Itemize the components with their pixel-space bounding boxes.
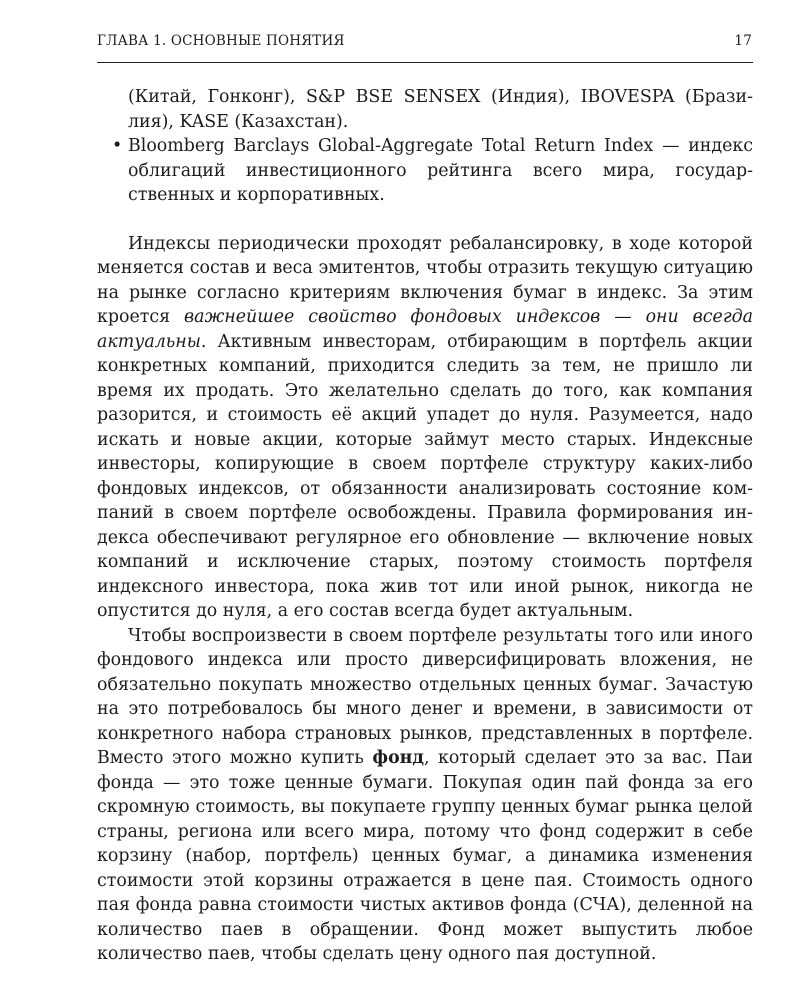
list-item [97, 134, 753, 208]
list-item-continuation: (Китай, Гонконг), S&P BSE SENSEX (Индия), IBOVESPA (Бразилия), KASE (Казахстан). [128, 87, 753, 132]
bold-term: фонд [372, 748, 424, 768]
header-rule [97, 62, 753, 63]
paragraph-text: . Активным инвесторам, отбирающим в портфель акции конкретных компаний, приходится следить за тем, не пришло ли время их продать. Это желательно сделать до того, как компания разорится, и стоимость её акций упадет до нуля. Разумеется, надо искать и новые акции, которые займут место старых. Индексные инвесторы, копирующие в своем портфеле структуру каких-либо фондовых индексов, от обязанности анализировать состояние компаний в своем портфеле освобождены. Правила формирования индекса обеспечивают регулярное его обновление — включение новых компаний и исключение старых, поэтому стоимость портфеля индексного инвестора, пока жив тот или иной рынок, никогда не опустится до нуля, а его состав всегда будет актуальным. [97, 331, 753, 621]
paragraph-text: Чтобы воспроизвести в своем портфеле результаты того или иного фондового индекса или просто диверсифицировать вложения, не обязательно покупать множество отдельных ценных бумаг. Зачастую на это потребовалось бы много денег и времени, в зависимости от конкретного набора страновых рынков, представленных в портфеле. Вместо этого можно купить [97, 625, 753, 768]
page-number: 17 [734, 33, 752, 49]
emphasis-text: важнейшее свойство фондовых индексов — они всегда актуальны [97, 307, 753, 352]
chapter-title: ГЛАВА 1. ОСНОВНЫЕ ПОНЯТИЯ [97, 33, 345, 49]
paragraph-text: , который сделает это за вас. Паи фонда — это тоже ценные бумаги. Покупая один пай фонда за его скромную стоимость, вы покупаете группу ценных бумаг рынка целой страны, региона или всего мира, потому что фонд содержит в себе корзину (набор, портфель) ценных бумаг, а динамика изменения стоимости этой корзины отражается в цене пая. Стоимость одного пая фонда равна стоимости чистых активов фонда (СЧА), деленной на количество паев в обращении. Фонд может выпустить любое количество паев, чтобы сделать цену одного пая доступной. [97, 748, 753, 964]
paragraph-funds [97, 624, 753, 967]
running-header [97, 33, 752, 57]
page-body [97, 85, 753, 967]
list-item-text: Bloomberg Barclays Global-Aggregate Total Return Index — индекс облигаций инвестиционного рейтинга всего мира, государственных и корпоративных. [128, 136, 753, 205]
bullet-marker: • [112, 136, 123, 156]
paragraph-text: Индексы периодически проходят ребалансировку, в ходе которой меняется состав и веса эмитентов, чтобы отразить текущую ситуацию на рынке согласно критериям включения бумаг в индекс. За этим кроется [97, 233, 753, 327]
paragraph-rebalancing [97, 232, 753, 624]
